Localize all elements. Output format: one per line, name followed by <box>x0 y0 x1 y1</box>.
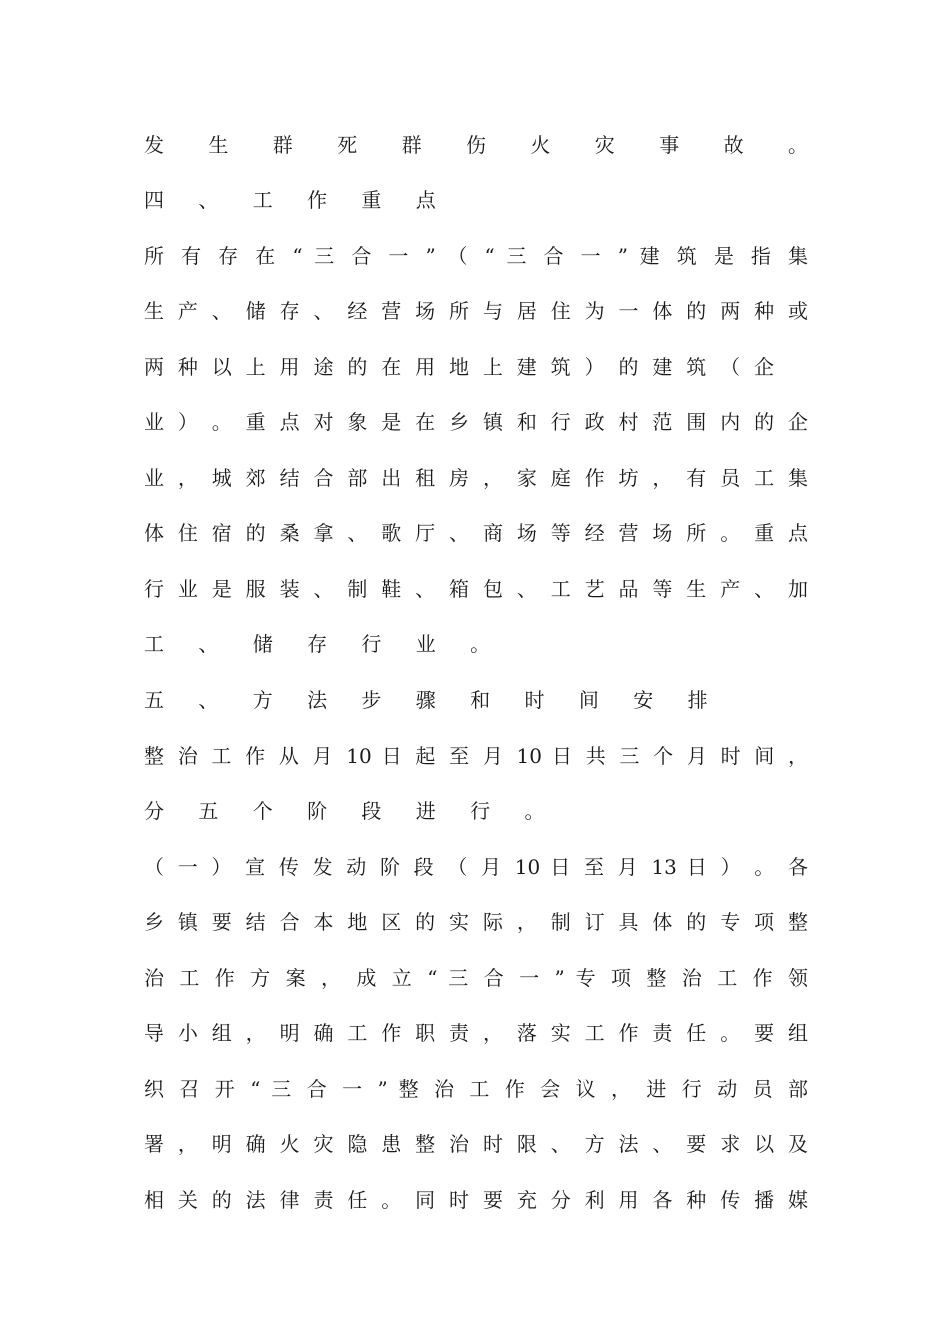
text-line-13: 分 五 个 阶 段 进 行 。 <box>144 799 559 823</box>
text-line-5: 两 种 以 上 用 途 的 在 用 地 上 建 筑 ） 的 建 筑 （ 企 <box>144 355 774 379</box>
text-line-4: 生 产 、 储 存 、 经 营 场 所 与 居 住 为 一 体 的 两 种 或 <box>144 299 808 323</box>
text-line-12: 整 治 工 作 从 月 10 日 起 至 月 10 日 共 三 个 月 时 间 ， <box>144 744 808 768</box>
section-heading-5: 五 、 方 法 步 骤 和 时 间 安 排 <box>144 688 722 712</box>
text-line-17: 导 小 组 ， 明 确 工 作 职 责 ， 落 实 工 作 责 任 。 要 组 <box>144 1021 808 1045</box>
text-line-19: 署 ， 明 确 火 灾 隐 患 整 治 时 限 、 方 法 、 要 求 以 及 <box>144 1132 808 1156</box>
text-line-7: 业 ， 城 郊 结 合 部 出 租 房 ， 家 庭 作 坊 ， 有 员 工 集 <box>144 466 808 490</box>
text-line-9: 行 业 是 服 装 、 制 鞋 、 箱 包 、 工 艺 品 等 生 产 、 加 <box>144 577 808 601</box>
text-line-14: （ 一 ） 宣 传 发 动 阶 段 （ 月 10 日 至 月 13 日 ） 。 各 <box>144 855 808 879</box>
section-heading-4: 四 、 工 作 重 点 <box>144 188 450 212</box>
text-line-10: 工 、 储 存 行 业 。 <box>144 632 505 656</box>
text-line-8: 体 住 宿 的 桑 拿 、 歌 厅 、 商 场 等 经 营 场 所 。 重 点 <box>144 521 808 545</box>
text-line-15: 乡 镇 要 结 合 本 地 区 的 实 际 ， 制 订 具 体 的 专 项 整 <box>144 910 808 934</box>
text-line-3: 所 有 存 在 “ 三 合 一 ” （ “ 三 合 一 ” 建 筑 是 指 集 <box>144 244 808 268</box>
text-line-16: 治 工 作 方 案 ， 成 立 “ 三 合 一 ” 专 项 整 治 工 作 领 <box>144 966 808 990</box>
text-line-18: 织 召 开 “ 三 合 一 ” 整 治 工 作 会 议 ， 进 行 动 员 部 <box>144 1077 808 1101</box>
text-line-20: 相 关 的 法 律 责 任 。 同 时 要 充 分 利 用 各 种 传 播 媒 <box>144 1188 808 1212</box>
text-line-6: 业 ） 。 重 点 对 象 是 在 乡 镇 和 行 政 村 范 围 内 的 企 <box>144 410 808 434</box>
text-line-1: 发 生 群 死 群 伤 火 灾 事 故 。 <box>144 133 808 157</box>
